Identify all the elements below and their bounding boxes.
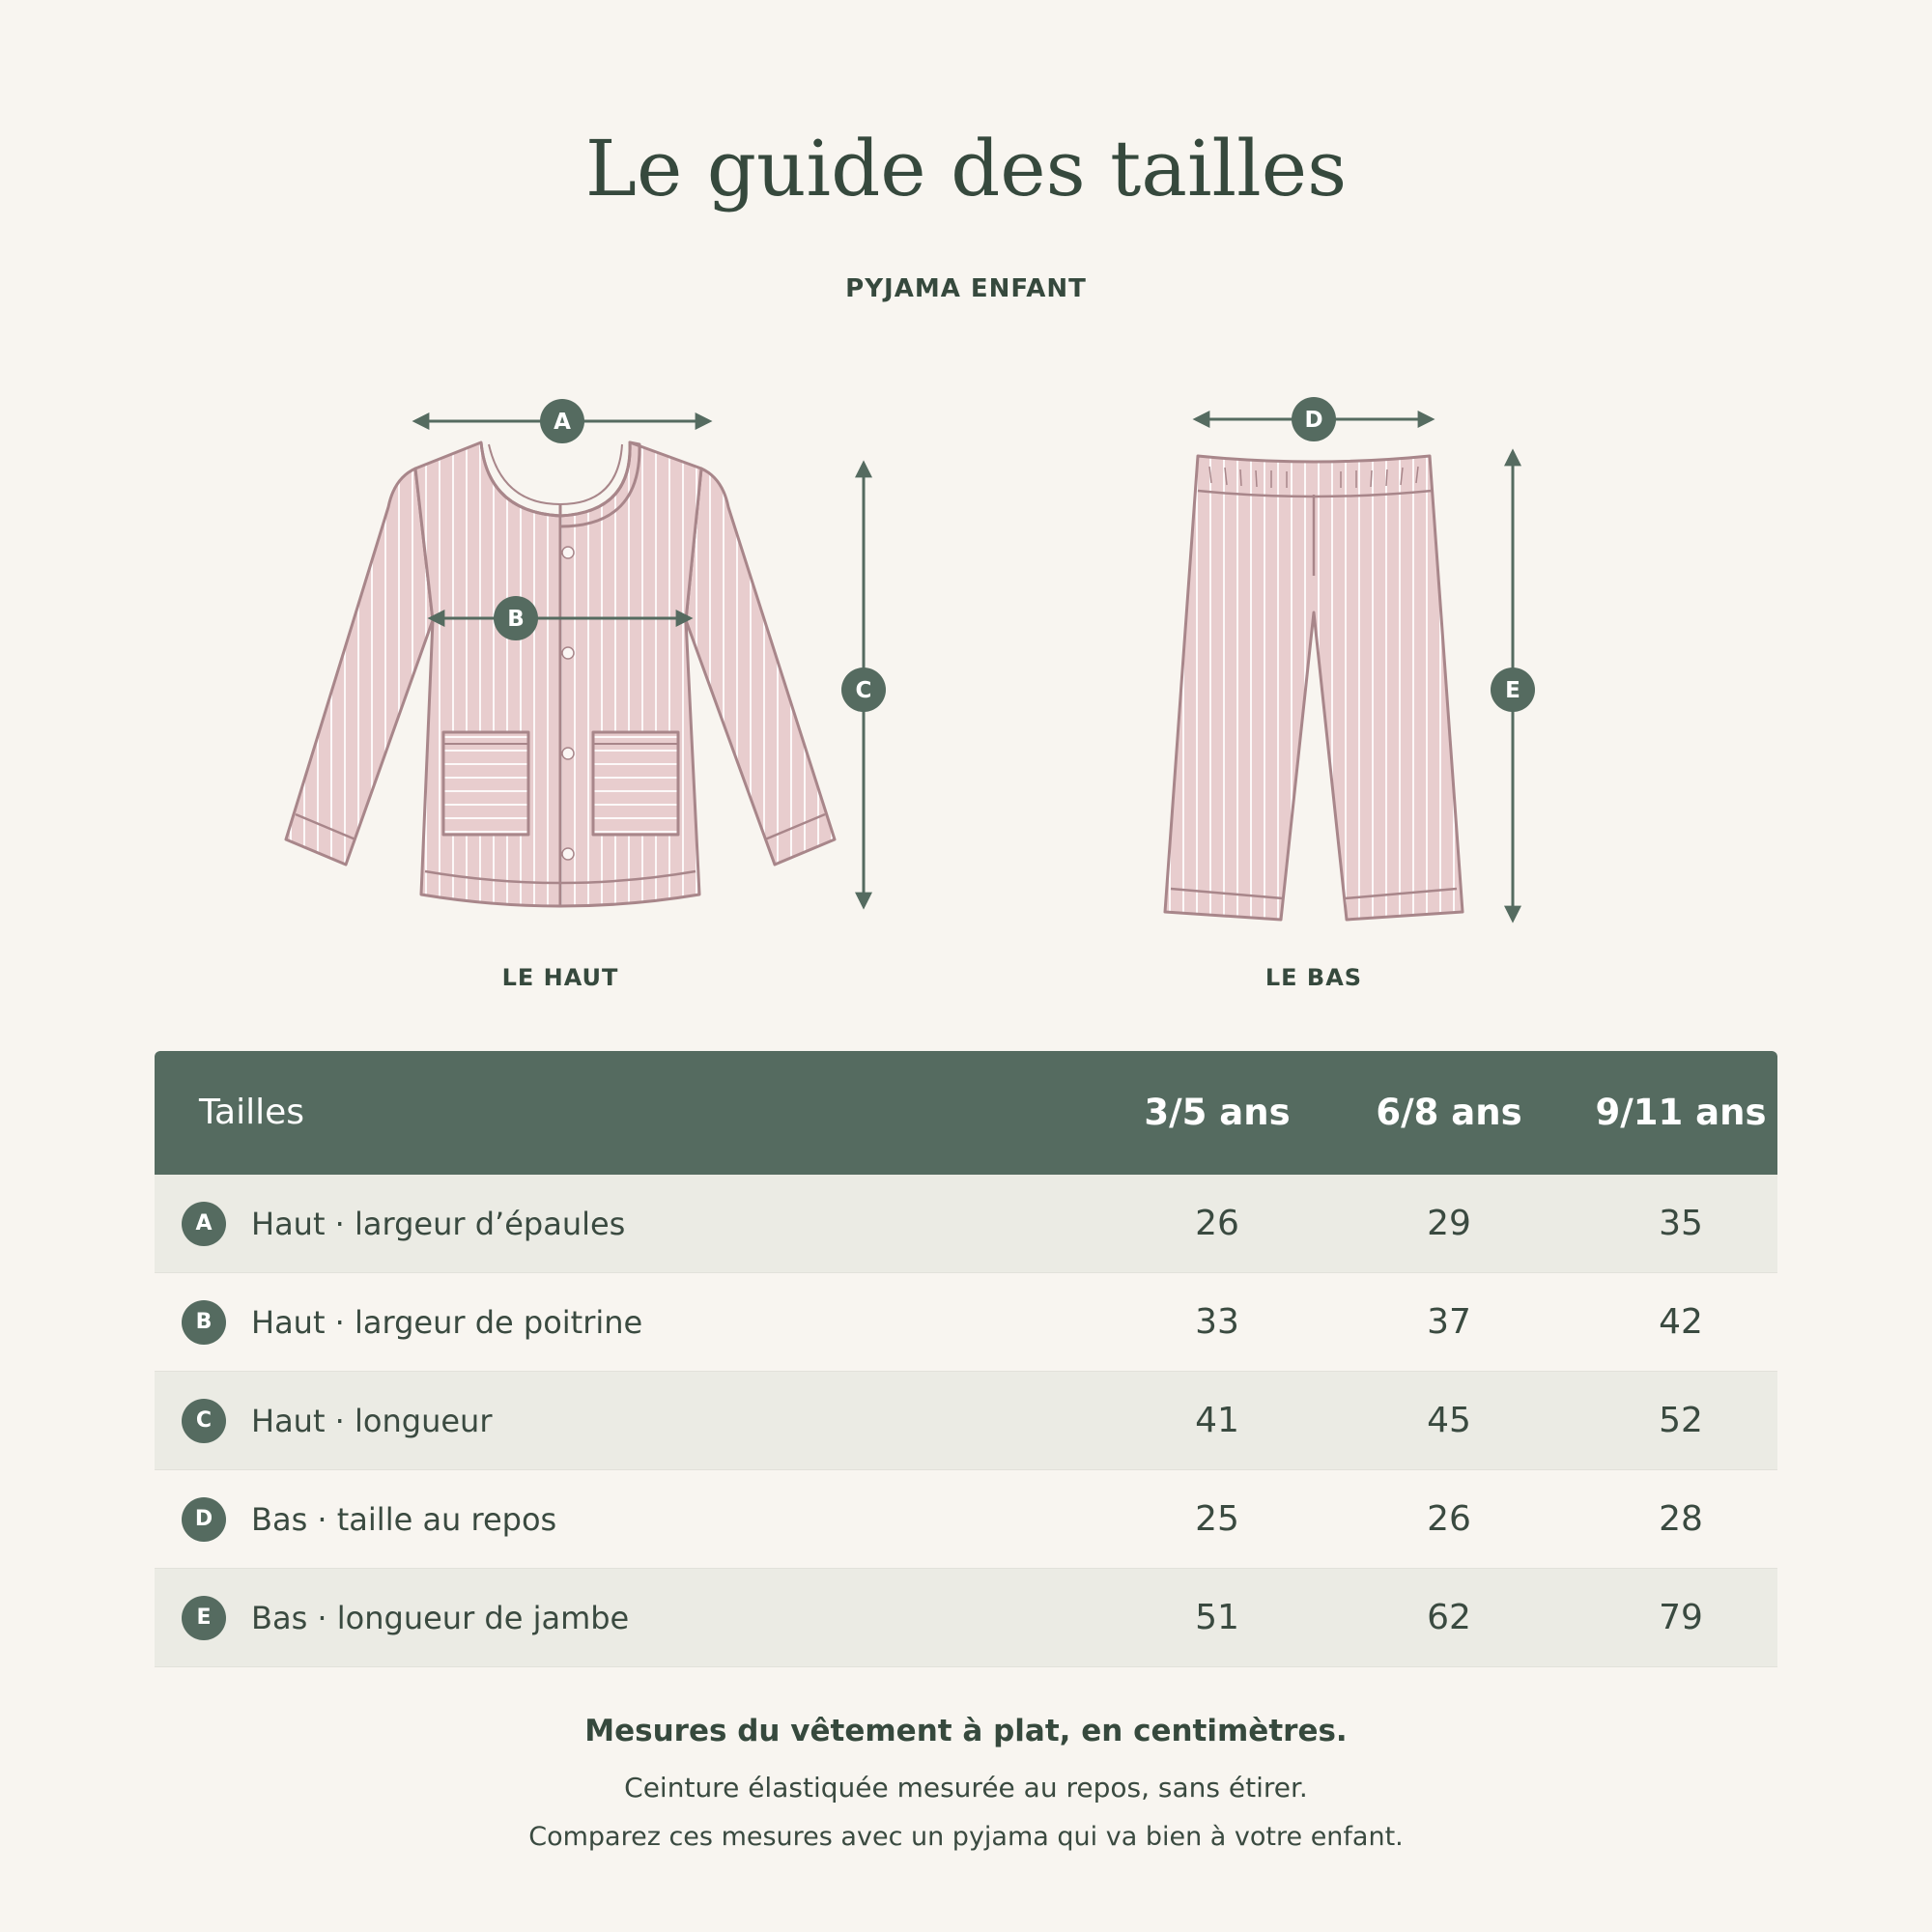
marker-a: A bbox=[554, 410, 571, 435]
table-cell: 41 bbox=[1195, 1401, 1239, 1440]
measure-d-waist bbox=[1196, 397, 1432, 441]
table-cell: 37 bbox=[1427, 1302, 1471, 1342]
size-table bbox=[155, 1051, 1777, 1667]
waistband-note: Ceinture élastiquée mesurée au repos, sans étirer. bbox=[624, 1772, 1308, 1804]
size-table-header bbox=[155, 1051, 1777, 1175]
header-col-3-5: 3/5 ans bbox=[1144, 1092, 1291, 1133]
table-cell: 51 bbox=[1195, 1598, 1239, 1637]
row-marker-badge: D bbox=[182, 1497, 226, 1542]
table-cell: 52 bbox=[1659, 1401, 1703, 1440]
table-cell: 45 bbox=[1427, 1401, 1471, 1440]
measurement-note: Mesures du vêtement à plat, en centimètres. bbox=[584, 1714, 1348, 1748]
table-row bbox=[155, 1372, 1777, 1470]
table-row bbox=[155, 1470, 1777, 1569]
marker-d: D bbox=[1304, 408, 1323, 433]
pyjama-pants-illustration bbox=[1165, 456, 1463, 920]
row-marker-badge: E bbox=[182, 1596, 226, 1640]
row-label: Haut · largeur d’épaules bbox=[251, 1206, 626, 1242]
table-row bbox=[155, 1273, 1777, 1372]
marker-c: C bbox=[855, 678, 872, 703]
header-sizes-label: Tailles bbox=[199, 1093, 305, 1132]
row-label: Bas · taille au repos bbox=[251, 1501, 557, 1538]
header-col-9-11: 9/11 ans bbox=[1595, 1092, 1767, 1133]
row-marker-badge: C bbox=[182, 1399, 226, 1443]
header-col-6-8: 6/8 ans bbox=[1376, 1092, 1522, 1133]
marker-b: B bbox=[507, 607, 525, 632]
table-row bbox=[155, 1175, 1777, 1273]
table-cell: 25 bbox=[1195, 1499, 1239, 1539]
row-label: Haut · longueur bbox=[251, 1403, 493, 1439]
table-cell: 33 bbox=[1195, 1302, 1239, 1342]
row-label: Bas · longueur de jambe bbox=[251, 1600, 630, 1636]
measure-c-top-length bbox=[841, 464, 886, 906]
row-marker-badge: A bbox=[182, 1202, 226, 1246]
page-subtitle: PYJAMA ENFANT bbox=[845, 274, 1087, 303]
page-title: Le guide des tailles bbox=[584, 124, 1348, 213]
comparison-tip: Comparez ces mesures avec un pyjama qui va bien à votre enfant. bbox=[528, 1822, 1404, 1852]
table-cell: 26 bbox=[1427, 1499, 1471, 1539]
marker-e: E bbox=[1505, 678, 1520, 703]
pyjama-top-illustration bbox=[286, 442, 835, 906]
measure-a-shoulders bbox=[415, 399, 709, 443]
table-cell: 35 bbox=[1659, 1204, 1703, 1243]
table-row bbox=[155, 1569, 1777, 1667]
table-cell: 29 bbox=[1427, 1204, 1471, 1243]
row-marker-badge: B bbox=[182, 1300, 226, 1345]
table-cell: 26 bbox=[1195, 1204, 1239, 1243]
row-label: Haut · largeur de poitrine bbox=[251, 1304, 643, 1341]
table-cell: 28 bbox=[1659, 1499, 1703, 1539]
measure-e-leg-length bbox=[1491, 452, 1535, 920]
bottom-garment-label: LE BAS bbox=[1264, 964, 1363, 991]
table-cell: 42 bbox=[1659, 1302, 1703, 1342]
table-cell: 79 bbox=[1659, 1598, 1703, 1637]
top-garment-label: LE HAUT bbox=[501, 964, 619, 991]
table-cell: 62 bbox=[1427, 1598, 1471, 1637]
